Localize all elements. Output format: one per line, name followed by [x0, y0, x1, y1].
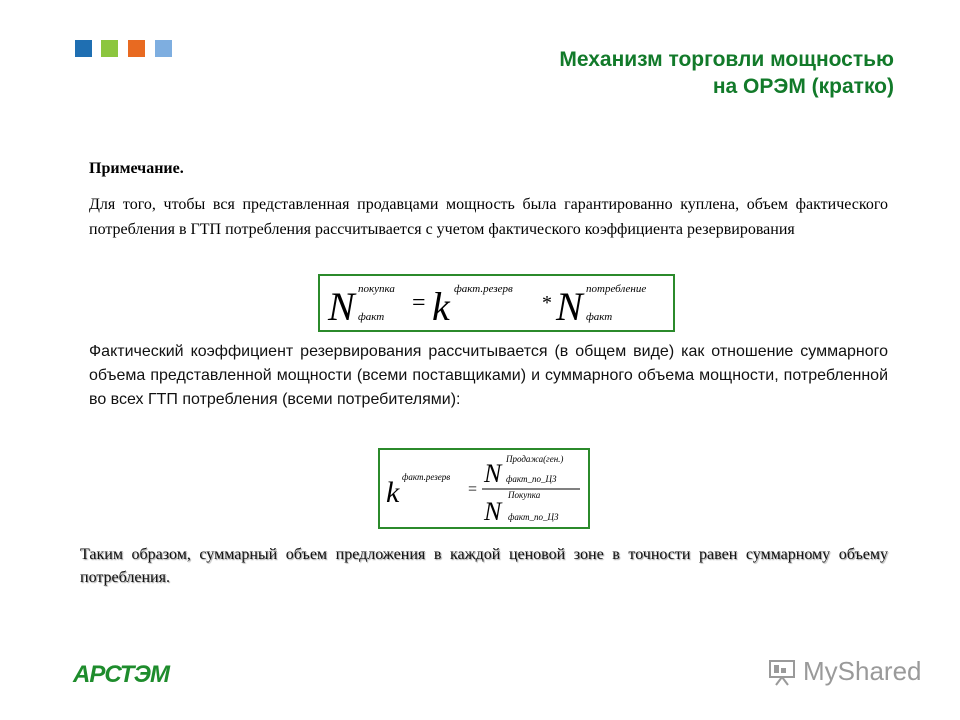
conclusion-text: Таким образом, суммарный объем предложения в каждой ценовой зоне в точности равен суммарному объему потребления.: [80, 546, 888, 586]
note-text: Для того, чтобы вся представленная продавцами мощность была гарантированно куплена, объем фактического потребления в ГТП потребления рассчитывается с учетом фактического коэффициента резервирования: [89, 196, 888, 238]
formula1-times: *: [542, 292, 552, 314]
formula1-equals: =: [412, 290, 426, 316]
decor-square-blue: [75, 40, 92, 57]
formula1-rhs-sub: факт: [586, 311, 613, 323]
formula2-k: k: [386, 476, 400, 509]
formula1-k: k: [432, 284, 450, 329]
formula1-n-lhs: N: [328, 284, 355, 329]
formula2-num-n: N: [484, 459, 502, 488]
formula-purchase: [320, 276, 673, 330]
title-line-1: Механизм торговли мощностью: [559, 48, 894, 71]
page-title: [559, 46, 894, 100]
formula-box-coefficient: [378, 448, 590, 529]
coefficient-description: Фактический коэффициент резервирования рассчитывается (в общем виде) как отношение суммарного объема представленной мощности (всеми поставщиками) и суммарного объема мощности, потребленной во всех ГТП потребления (всеми потребителями):: [89, 343, 888, 408]
formula2-den-n: N: [484, 497, 502, 526]
formula-coefficient: [380, 450, 588, 527]
company-logo: АРСТЭМ: [73, 661, 169, 688]
formula2-den-sup: Покупка: [508, 490, 541, 500]
formula1-lhs-sup: покупка: [358, 283, 395, 295]
formula2-equals: =: [468, 481, 478, 498]
watermark-text: MyShared: [803, 656, 922, 686]
presentation-board-icon: [767, 657, 797, 687]
decor-square-orange: [128, 40, 145, 57]
formula1-lhs-sub: факт: [358, 311, 385, 323]
formula2-num-sub: факт_по_ЦЗ: [506, 474, 557, 484]
formula1-rhs-sup: потребление: [586, 283, 647, 295]
title-line-2: на ОРЭМ (кратко): [712, 75, 894, 98]
decor-square-green: [101, 40, 118, 57]
note-heading: Примечание.: [89, 160, 184, 177]
formula1-k-sup: факт.резерв: [454, 283, 513, 295]
watermark: [767, 656, 922, 687]
formula2-num-sup: Продажа(ген.): [506, 454, 564, 464]
formula-box-purchase: [318, 274, 675, 332]
formula1-n-rhs: N: [556, 284, 583, 329]
formula2-den-sub: факт_по_ЦЗ: [508, 512, 559, 522]
decor-square-lightblue: [155, 40, 172, 57]
formula2-k-sup: факт.резерв: [402, 472, 451, 482]
